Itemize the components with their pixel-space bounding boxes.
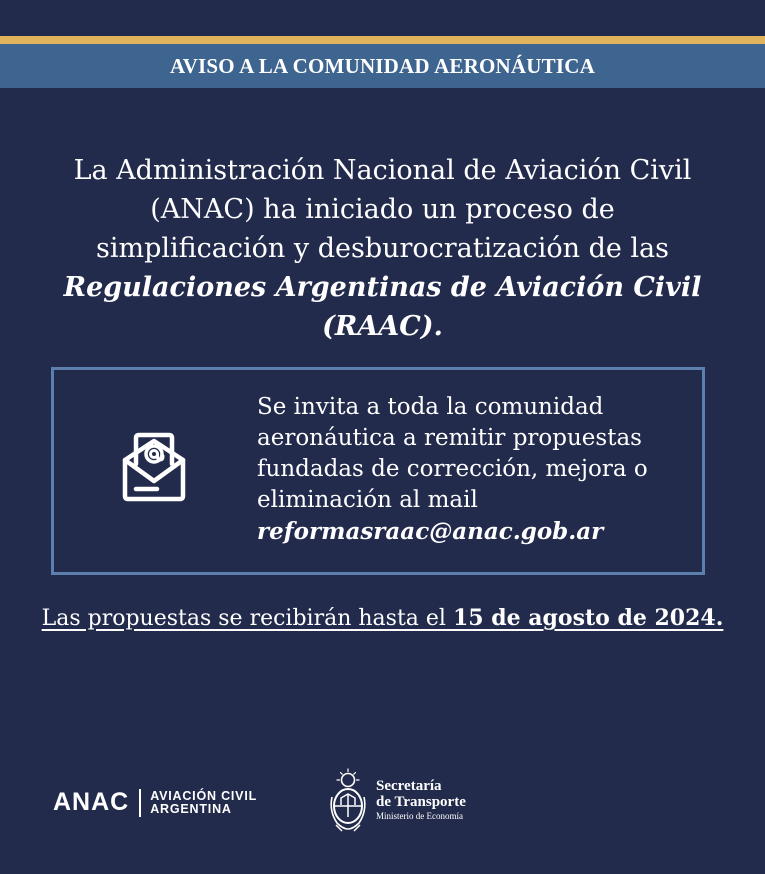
coat-of-arms-icon bbox=[328, 767, 368, 833]
anac-wordmark: ANAC bbox=[53, 788, 130, 816]
banner-title: AVISO A LA COMUNIDAD AERONÁUTICA bbox=[170, 53, 595, 78]
deadline-prefix: Las propuestas se recibirán hasta el bbox=[41, 606, 453, 631]
invitation-text bbox=[257, 392, 687, 547]
email-address[interactable]: reformasraac@anac.gob.ar bbox=[257, 518, 604, 545]
transporte-line: Secretaría bbox=[376, 777, 442, 794]
invitation-line: aeronáutica a remitir propuestas bbox=[257, 425, 642, 451]
notice-banner bbox=[0, 44, 765, 88]
transporte-name bbox=[376, 778, 466, 823]
anac-logo bbox=[53, 788, 257, 817]
intro-line: simplificación y desburocratización de las bbox=[96, 233, 669, 264]
intro-regulation-name: Regulaciones Argentinas de Aviación Civil bbox=[63, 272, 702, 303]
invitation-callout bbox=[51, 367, 705, 575]
invitation-line: Se invita a toda la comunidad bbox=[257, 394, 604, 420]
envelope-at-icon bbox=[121, 430, 187, 502]
anac-name-line: ARGENTINA bbox=[150, 801, 232, 816]
invitation-line: fundadas de corrección, mejora o bbox=[257, 456, 648, 482]
deadline-date: 15 de agosto de 2024. bbox=[452, 605, 724, 631]
intro-line: (ANAC) ha iniciado un proceso de bbox=[150, 194, 615, 225]
deadline-note bbox=[0, 602, 765, 635]
transporte-logo bbox=[328, 767, 466, 833]
intro-line: La Administración Nacional de Aviación Civil bbox=[73, 155, 692, 186]
transporte-line: de Transporte bbox=[376, 793, 466, 810]
accent-stripe bbox=[0, 36, 765, 44]
anac-name-line: AVIACIÓN CIVIL bbox=[150, 788, 258, 803]
intro-paragraph bbox=[30, 151, 735, 346]
intro-regulation-acronym: (RAAC). bbox=[322, 311, 443, 342]
ministry-name: Ministerio de Economía bbox=[376, 810, 463, 821]
invitation-line: eliminación al mail bbox=[257, 487, 478, 513]
logo-divider bbox=[139, 789, 141, 817]
anac-full-name bbox=[150, 790, 257, 816]
